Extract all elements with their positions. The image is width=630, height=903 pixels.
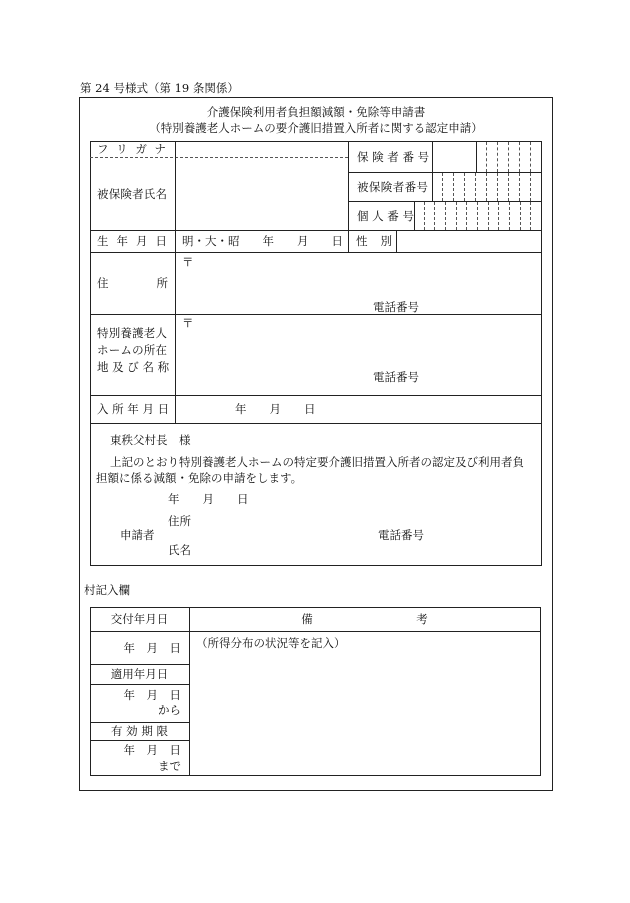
insurer-number-digit-box [476, 142, 486, 172]
insurer-number-digit-box [530, 142, 541, 172]
office-use-section-title: 村記入欄 [84, 583, 130, 597]
gender-label: 性 別 [356, 234, 392, 248]
insured-name-entry [176, 158, 348, 230]
office-use-row-divider [90, 684, 189, 685]
personal-number-digit-box [466, 202, 477, 230]
gender-label-cell [348, 230, 396, 252]
effective-date-label-cell [90, 664, 189, 684]
form-title: 介護保険利用者負担額減額・免除等申請書 [206, 105, 426, 119]
facility-phone-label: 電話番号 [373, 370, 419, 384]
row-divider [90, 423, 541, 424]
effective-from-suffix: から [158, 703, 181, 717]
birthdate-label: 生 年 月 日 [97, 234, 167, 248]
insured-name-label: 被保険者氏名 [97, 186, 167, 201]
personal-number-digit-box [414, 202, 424, 230]
insurer-number-boxes [476, 142, 541, 172]
office-use-row-divider [90, 740, 189, 741]
birthdate-value: 明・大・昭 年 月 日 [182, 234, 343, 248]
remarks-note: （所得分布の状況等を記入） [196, 636, 346, 650]
applicant-name-label: 氏名 [168, 543, 191, 557]
insured-number-digit-box [486, 173, 497, 201]
insured-number-digit-box [530, 173, 541, 201]
effective-date-value: 年 月 日 [123, 688, 181, 702]
name-label-cell [90, 157, 175, 230]
personal-number-label-cell [348, 201, 414, 230]
expiry-label: 有 効 期 限 [111, 724, 168, 738]
furigana-label: フ リ ガ ナ [97, 142, 166, 156]
personal-number-digit-box [434, 202, 445, 230]
facility-entry [176, 315, 541, 395]
form-number: 第 24 号様式（第 19 条関係） [80, 81, 239, 95]
insured-number-digit-box [519, 173, 530, 201]
issue-date-value: 年 月 日 [123, 641, 181, 655]
address-label-cell [90, 252, 175, 314]
expiry-date-value: 年 月 日 [123, 743, 181, 757]
insurer-number-digit-box [519, 142, 530, 172]
admission-date-label-cell [90, 395, 175, 423]
facility-label-line: 特別養護老人 [97, 326, 167, 340]
expiry-until-suffix: まで [158, 759, 181, 773]
insured-number-digit-box [432, 173, 442, 201]
insured-number-digit-box [497, 173, 508, 201]
facility-postal-mark: 〒 [182, 316, 194, 330]
insured-number-label: 被保険者番号 [357, 179, 428, 194]
personal-number-digit-box [498, 202, 509, 230]
personal-number-digit-box [520, 202, 531, 230]
furigana-label-cell [90, 141, 175, 157]
birthdate-label-cell [90, 230, 175, 252]
insurer-number-digit-box [508, 142, 519, 172]
personal-number-digit-box [509, 202, 520, 230]
issue-date-label-cell [90, 607, 189, 631]
personal-number-label: 個 人 番 号 [357, 208, 414, 223]
insurer-number-label-cell [348, 141, 432, 172]
facility-label-cell [90, 314, 175, 395]
personal-number-digit-box [424, 202, 435, 230]
applicant-label: 申請者 [120, 528, 155, 542]
applicant-phone-label: 電話番号 [378, 528, 424, 542]
personal-number-digit-box [477, 202, 488, 230]
furigana-entry [176, 142, 348, 157]
remarks-header: 備 考 [301, 612, 428, 626]
gender-entry [397, 231, 541, 252]
personal-number-digit-box [445, 202, 456, 230]
admission-date-value: 年 月 日 [235, 402, 316, 416]
personal-number-digit-box [456, 202, 467, 230]
insured-number-digit-box [442, 173, 453, 201]
issue-date-label: 交付年月日 [110, 612, 169, 626]
insured-number-digit-box [453, 173, 464, 201]
address-entry [176, 253, 541, 314]
insured-number-label-cell [348, 172, 432, 201]
remarks-header-cell [189, 607, 540, 631]
insurer-number-digit-box [486, 142, 497, 172]
applicant-address-label: 住所 [168, 514, 191, 528]
insurer-number-blank [433, 142, 476, 172]
personal-number-digit-box [488, 202, 499, 230]
insurer-number-label: 保 険 者 番 号 [357, 149, 430, 164]
address-postal-mark: 〒 [182, 255, 194, 269]
address-phone-label: 電話番号 [373, 300, 419, 314]
form-subtitle: （特別養護老人ホームの要介護旧措置入所者に関する認定申請） [149, 121, 483, 135]
addressee: 東秩父村長 様 [110, 433, 191, 447]
effective-date-label: 適用年月日 [110, 667, 169, 681]
personal-number-boxes [414, 202, 541, 230]
application-date: 年 月 日 [168, 492, 249, 506]
facility-label-line: 地 及 び 名 称 [97, 360, 170, 374]
insurer-number-digit-box [497, 142, 508, 172]
admission-date-label: 入 所 年 月 日 [97, 402, 170, 416]
insured-number-digit-box [475, 173, 486, 201]
insured-number-digit-box [464, 173, 475, 201]
facility-label [97, 325, 170, 376]
expiry-label-cell [90, 722, 189, 740]
remarks-entry [190, 632, 540, 775]
insured-number-digit-box [508, 173, 519, 201]
declaration-text-line: 上記のとおり特別養護老人ホームの特定要介護旧措置入所者の認定及び利用者負 [110, 455, 524, 469]
facility-label-line: ホームの所在 [97, 343, 167, 357]
insured-number-boxes [432, 173, 541, 201]
address-label: 住 所 [97, 276, 168, 290]
declaration-text-line: 担額に係る減額・免除の申請をします。 [96, 471, 303, 485]
personal-number-digit-box [530, 202, 541, 230]
